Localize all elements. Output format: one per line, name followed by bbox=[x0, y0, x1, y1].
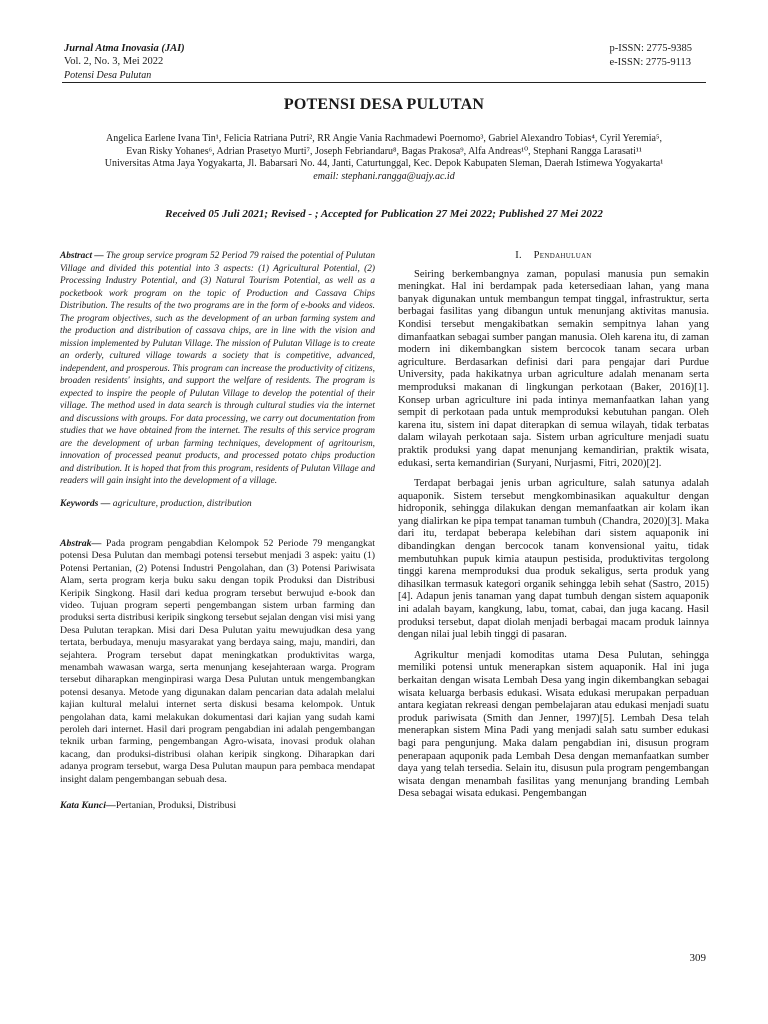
section-title: Pendahuluan bbox=[533, 250, 592, 261]
intro-paragraph: Agrikultur menjadi komoditas utama Desa Pulutan, sehingga memiliki potensi untuk menerapkan sistem aquaponik. Hal ini juga berkaitan dengan wisata Lembah Desa yang ingin dikembangkan sebagai wisata keluarga berbasis edukasi. Wisata edukasi merupakan perpaduan antara kegiatan rekreasi dengan pembelajaran atau edukasi menjadi suatu produk pariwisata (Smith dan Jenner, 1997)[5]. Lembah Desa telah menerapkan sistem Mina Padi yang menjadi salah satu sumber edukasi bagi para pengunjung. Maka dalam pengabdian ini, disusun program penerapaan aquponik pada Lembah Desa dengan memanfaatkan sumber daya yang telah tersedia. Selain itu, disusun pula program pengembangan wisata dengan menambah fasilitas yang menunjang branding Lembah Desa sebagai wisata edukasi. Pengembangan bbox=[398, 649, 709, 800]
author-block bbox=[40, 133, 728, 183]
intro-paragraph: Terdapat berbagai jenis urban agriculture, salah satunya adalah aquaponik. Sistem tersebut mengkombinasikan aquakultur dengan hidroponik, sehingga dilakukan dengan memanfaatkan air kolam ikan yang dialirkan ke pipa tempat tanaman tumbuh (Chandra, 2020)[3]. Maka dari itu, terdapat beberapa kelebihan dari sistem aquaponik ini dibandingkan dengan bercocok tanam konvensional yaitu, tidak membutuhkan pupuk kimia ataupun pestisida, produktivitas tergolong tinggi karena memproduksi dua produk sekaligus, serta produk yang dihasilkan termasuk kategori organik sehingga lebih sehat (Sastro, 2015)[4]. Adapun jenis tanaman yang dapat tumbuh dengan sistem aquaponik ini adalah bayam, kangkung, labu, tomat, cabai, dan juga kacang. Hasil produksi tersebut, dapat diolah menjadi berbagai macam produk lainnya dengan nilai jual lebih tinggi di pasaran. bbox=[398, 478, 709, 641]
author-email: email: stephani.rangga@uajy.ac.id bbox=[313, 170, 455, 182]
journal-volume: Vol. 2, No. 3, Mei 2022 bbox=[64, 56, 164, 67]
abstrak-text: Pada program pengabdian Kelompok 52 Periode 79 mengangkat potensi Desa Pulutan dan membagi potensi tersebut menjadi 3 aspek: yaitu (1) Potensi Pertanian, (2) Potensi Industri Pengolahan, dan (3) Potensi Pariwisata Alam, serta program kerja buku saku dengan topik Produksi dan Distribusi Keripik Singkong. Hasil dari kedua program tersebut berwujud e-book dan video. Tujuan program seperti pengembangan sistem urban farming dan produksi serta distribusi keripik singkong tersebut sejalan dengan visi misi yang Desa Pulutan terapkan. Misi dari Desa Pulutan yaitu mewujudkan desa yang tertata, berbudaya, menuju masyarakat yang berdaya saing, maju, mandiri, dan sejahtera. Program tersebut dapat meningkatkan produktivitas warga, menambah wawasan warga, serta menunjang kesejahteraan warga. Program tersebut diharapkan menginpirasi warga Desa Pulutan untuk mengembangkan potensi desanya. Metode yang digunakan dalam pencarian data adalah melalui kajian kultural melalui internet serta diskusi besama kelompok. Untuk pengolahan data, kami melakukan dokumentasi dari kajian yang sudah kami peroleh dari internet. Hasil dari program pengabdian ini adalah pengembangan teknik urban farming, pengembangan Agro-wisata, inovasi produk olahan kacang, dan produksi-distribusi olahan keripik singkong. Diharapkan dari adanya program tersebut, warga Desa Pulutan maupun para pembaca mendapat insight dalam pengembangan sebuah desa. bbox=[60, 537, 375, 785]
kata-kunci-label: Kata Kunci— bbox=[60, 800, 116, 812]
section-heading bbox=[398, 250, 709, 263]
abstract-indonesian bbox=[60, 538, 375, 786]
abstract-english bbox=[60, 250, 375, 488]
abstrak-label: Abstrak— bbox=[60, 537, 102, 549]
header-divider bbox=[62, 82, 706, 83]
section-number: I. bbox=[515, 250, 522, 261]
journal-header-right bbox=[609, 42, 692, 70]
left-column bbox=[60, 250, 375, 813]
keywords-text: agriculture, production, distribution bbox=[110, 497, 252, 509]
p-issn: p-ISSN: 2775-9385 bbox=[609, 43, 692, 54]
affiliation: Universitas Atma Jaya Yogyakarta, Jl. Babarsari No. 44, Janti, Caturtunggal, Kec. Depok Kabupaten Sleman, Daerah Istimewa Yogyakarta¹ bbox=[104, 158, 664, 169]
running-title: Potensi Desa Pulutan bbox=[64, 70, 152, 81]
publication-dates: Received 05 Juli 2021; Revised - ; Accepted for Publication 27 Mei 2022; Published 27 Mei 2022 bbox=[165, 208, 603, 220]
paper-title: POTENSI DESA PULUTAN bbox=[283, 96, 485, 113]
e-issn: e-ISSN: 2775-9113 bbox=[609, 57, 692, 68]
kata-kunci-text: Pertanian, Produksi, Distribusi bbox=[115, 800, 237, 812]
abstract-text: The group service program 52 Period 79 raised the potential of Pulutan Village and divided this potential into 3 aspects: (1) Agricultural Potential, (2) Processing Industry Potential, and (3) Natural Tourism Potential, as well as a pocketbook work program on the topic of Production and Cassava Chips Distribution. The results of the two programs are in the form of e-books and videos. The program objectives, such as the development of an urban farming system and the production and distribution of cassava chips, are in line with the vision and mission implemented by Pulutan Village. The mission of Pulutan Village is to create an orderly, cultured village towards a society that is competitive, advanced, independent, and prosperous. This program can increase the productivity of citizens, broaden residents' insights, and support the welfare of residents. The program is expected to inspire the people of Pulutan Village to develop the potential of their village. The method used in data search is through cultural studies via the internet and discussions with groups. For data processing, we carry out documentation from studies that we have obtained from the internet. The results of this service program are the development of urban farming techniques, development of agritourism, innovation of processed peanut products, and processed potato chips production and distribution. It is hoped that from this program, residents of Pulutan Village and readers will gain insight into the development of a village. bbox=[60, 251, 375, 486]
journal-header-left bbox=[64, 42, 185, 82]
abstract-label: Abstract — bbox=[60, 251, 104, 261]
journal-name: Jurnal Atma Inovasia (JAI) bbox=[64, 43, 185, 54]
right-column bbox=[398, 250, 709, 809]
intro-paragraph: Seiring berkembangnya zaman, populasi manusia pun semakin meningkat. Hal ini berdampak pada ketersediaan lahan, yang mana banyak digunakan untuk membangun tempat tinggal, infrastruktur, serta berbagai fasilitas yang dibangun untuk menunjang aktivitas manusia. Kondisi tersebut mengakibatkan semakin sempitnya lahan yang dimanfaatkan sebagai sumber pangan manusia. Oleh karena itu, di zaman modern ini dikembangkan sistem bercocok tanam secara urban agriculture. Berdasarkan definisi dari para pengajar dari Purdue University, pada hakikatnya urban agriculture adalah menanam serta memproduksi makanan di lingkungan perkotaan (Baker, 2016)[1]. Konsep urban agriculture ini pada intinya memanfaatkan lahan yang sempit di perkotaan pada untuk memproduksi kebutuhan pangan. Oleh karena itu, sistem ini dapat diterapkan di semua wilayah, tidak terbatas dalam wilayah perkotaan saja. Sistem urban agriculture menjadi suatu praktik produksi yang dapat menunjang kemandirian, praktik wisata, edukasi, serta kemandirian (Suryani, Nurjasmi, Fitri, 2020)[2]. bbox=[398, 268, 709, 469]
kata-kunci bbox=[60, 800, 375, 812]
authors-line-1: Angelica Earlene Ivana Tin¹, Felicia Ratriana Putri², RR Angie Vania Rachmadewi Poernomo³, Gabriel Alexandro Tobias⁴, Cyril Yeremia⁵, bbox=[106, 133, 662, 144]
keywords-label: Keywords — bbox=[60, 497, 111, 509]
page-number: 309 bbox=[689, 952, 706, 964]
authors-line-2: Evan Risky Yohanes⁶, Adrian Prasetyo Murti⁷, Joseph Febriandaru⁸, Bagas Prakosa⁹, Alfa Andreas¹⁰, Stephani Rangga Larasati¹¹ bbox=[126, 145, 642, 157]
keywords bbox=[60, 498, 375, 510]
